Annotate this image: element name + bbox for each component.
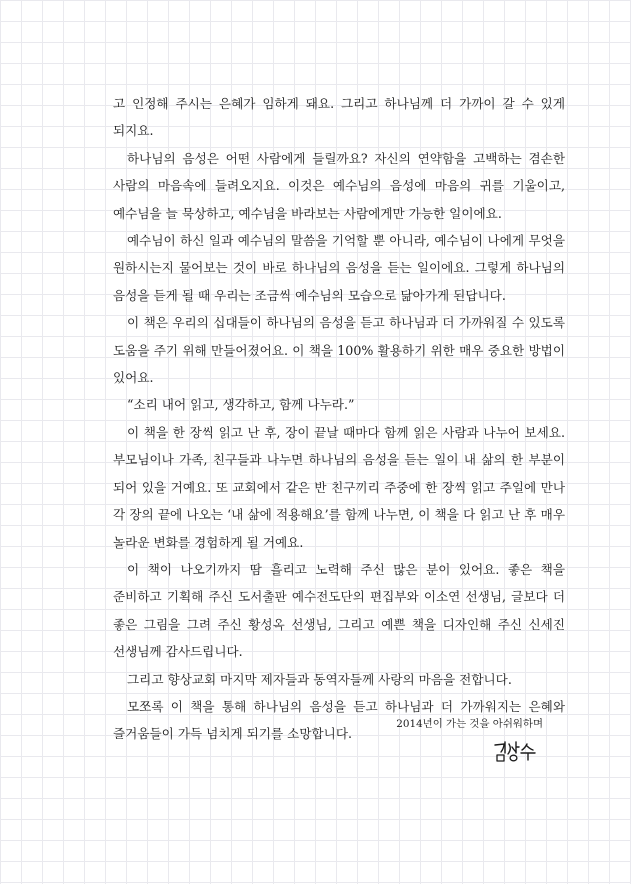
paragraph-1: 고 인정해 주시는 은혜가 임하게 돼요. 그리고 하나님께 더 가까이 갈 수 있게 되지요. bbox=[113, 96, 565, 139]
paragraph-7: 이 책이 나오기까지 땀 흘리고 노력해 주신 많은 분이 있어요. 좋은 책을 준비하고 기획해 주신 도서출판 예수전도단의 편집부와 이소연 선생님, 글보다 더 좋은 그림을 그려 주신 황성옥 선생님, 그리고 예쁜 책을 디자인해 주신 신세진 선생님께 감사드립니다. bbox=[113, 561, 565, 660]
quote-paragraph: “소리 내어 읽고, 생각하고, 함께 나누라.” bbox=[127, 397, 355, 413]
signoff bbox=[113, 716, 543, 732]
paragraph-4: 이 책은 우리의 십대들이 하나님의 음성을 듣고 하나님과 더 가까워질 수 있도록 도움을 주기 위해 만들어졌어요. 이 책을 100% 활용하기 위한 매우 중요한 방법이 있어요. bbox=[113, 315, 565, 386]
handwritten-signature bbox=[492, 736, 542, 768]
paragraph-8: 그리고 향상교회 마지막 제자들과 동역자들께 사랑의 마음을 전합니다. bbox=[127, 671, 512, 687]
paragraph-3: 예수님이 하신 일과 예수님의 말씀을 기억할 뿐 아니라, 예수님이 나에게 무엇을 원하시는지 물어보는 것이 바로 하나님의 음성을 듣는 일이에요. 그렇게 하나님의 음성을 듣게 될 때 우리는 조금씩 예수님의 모습으로 닮아가게 된답니다. bbox=[113, 233, 565, 303]
paragraph-9: 모쪼록 이 책을 통해 하나님의 음성을 듣고 하나님과 더 가까워지는 은혜와 즐거움들이 가득 넘치게 되기를 소망합니다. bbox=[113, 698, 565, 742]
dateline: 2014년이 가는 것을 아쉬워하며 bbox=[396, 718, 543, 730]
paragraph-6: 이 책을 한 장씩 읽고 난 후, 장이 끝날 때마다 함께 읽은 사람과 나누어 보세요. 부모님이나 가족, 친구들과 나누면 하나님의 음성을 듣는 일이 내 삶의 한 부분이 되어 있을 거예요. 또 교회에서 같은 반 친구끼리 주중에 한 장씩 읽고 주일에 만나 각 장의 끝에 나오는 ‘내 삶에 적용해요’를 함께 나누면, 이 책을 다 읽고 난 후 매우 놀라운 변화를 경험하게 될 거예요. bbox=[113, 424, 565, 550]
paragraph-2: 하나님의 음성은 어떤 사람에게 들릴까요? 자신의 연약함을 고백하는 겸손한 사람의 마음속에 들려오지요. 이것은 예수님의 음성에 마음의 귀를 기울이고, 예수님을 늘 묵상하고, 예수님을 바라보는 사람에게만 가능한 일이에요. bbox=[113, 150, 565, 221]
body-text bbox=[113, 90, 565, 748]
